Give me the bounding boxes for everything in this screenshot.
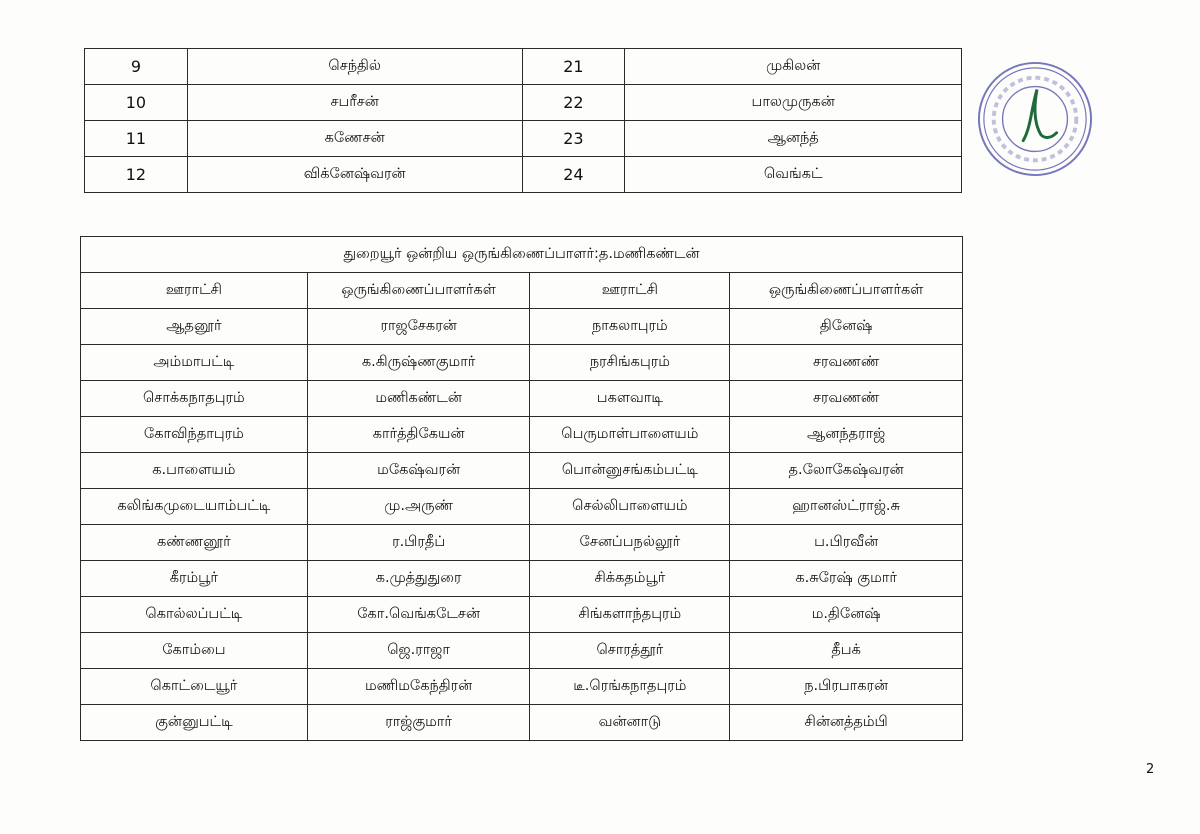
serial-number: 10 [85,85,188,121]
serial-number: 23 [522,121,625,157]
member-name: பாலமுருகன் [625,85,962,121]
coordinator-name: மணிகண்டன் [307,381,530,417]
serial-number: 24 [522,157,625,193]
top-table [84,48,962,193]
table-row [81,345,963,381]
stamp-seal-icon [976,60,1094,178]
panchayat-name: கீரம்பூர் [81,561,308,597]
table-row [85,157,962,193]
table-row [81,525,963,561]
panchayat-name: பெருமாள்பாளையம் [530,417,730,453]
panchayat-name: நரசிங்கபுரம் [530,345,730,381]
member-name: விக்னேஷ்வரன் [187,157,522,193]
panchayat-name: கண்ணனூர் [81,525,308,561]
table-row [81,561,963,597]
coordinator-name: ம.தினேஷ் [730,597,963,633]
panchayat-name: குன்னுபட்டி [81,705,308,741]
coordinator-name: க.சுரேஷ் குமார் [730,561,963,597]
column-header: ஒருங்கிணைப்பாளர்கள் [307,273,530,309]
coordinator-name: தினேஷ் [730,309,963,345]
member-name: முகிலன் [625,49,962,85]
coordinator-name: மணிமகேந்திரன் [307,669,530,705]
table-row [81,669,963,705]
coordinator-name: மகேஷ்வரன் [307,453,530,489]
table-row [81,489,963,525]
panchayat-name: சொக்கநாதபுரம் [81,381,308,417]
coordinator-name: ர.பிரதீப் [307,525,530,561]
table-row [81,453,963,489]
panchayat-name: கோவிந்தாபுரம் [81,417,308,453]
panchayat-name: வன்னாடு [530,705,730,741]
table-header-row [81,273,963,309]
coordinator-name: ஜெ.ராஜா [307,633,530,669]
table-row [81,597,963,633]
member-name: செந்தில் [187,49,522,85]
column-header: ஊராட்சி [530,273,730,309]
panchayat-name: பகளவாடி [530,381,730,417]
table-title-row [81,237,963,273]
panchayat-name: செல்லிபாளையம் [530,489,730,525]
column-header: ஒருங்கிணைப்பாளர்கள் [730,273,963,309]
panchayat-name: கொட்டையூர் [81,669,308,705]
table-row [81,633,963,669]
panchayat-name: கோம்பை [81,633,308,669]
panchayat-name: அம்மாபட்டி [81,345,308,381]
coordinator-name: ராஜசேகரன் [307,309,530,345]
column-header: ஊராட்சி [81,273,308,309]
panchayat-name: ஆதனூர் [81,309,308,345]
coordinators-table [80,236,963,741]
table-row [85,121,962,157]
coordinator-name: ராஜ்குமார் [307,705,530,741]
coordinator-name: க.கிருஷ்ணகுமார் [307,345,530,381]
member-name: சபரீசன் [187,85,522,121]
table-row [81,381,963,417]
coordinator-name: ந.பிரபாகரன் [730,669,963,705]
table-row [81,309,963,345]
coordinator-name: சரவணண் [730,345,963,381]
panchayat-name: கொல்லப்பட்டி [81,597,308,633]
panchayat-name: கலிங்கமுடையாம்பட்டி [81,489,308,525]
serial-number: 9 [85,49,188,85]
coordinator-name: ஆனந்தராஜ் [730,417,963,453]
serial-number: 12 [85,157,188,193]
panchayat-name: சேனப்பநல்லூர் [530,525,730,561]
coordinator-name: ப.பிரவீன் [730,525,963,561]
coordinators-table-head [81,237,963,309]
coordinator-name: ஹானஸ்ட்ராஜ்.சு [730,489,963,525]
coordinator-name: க.முத்துதுரை [307,561,530,597]
table-row [85,49,962,85]
serial-number: 11 [85,121,188,157]
member-name: வெங்கட் [625,157,962,193]
table-title: துறையூர் ஒன்றிய ஒருங்கிணைப்பாளர்:த.மணிகண்டன் [81,237,963,273]
coordinator-name: கோ.வெங்கடேசன் [307,597,530,633]
coordinators-table-body [81,309,963,741]
member-name: கணேசன் [187,121,522,157]
serial-number: 22 [522,85,625,121]
table-row [85,85,962,121]
panchayat-name: சிங்களாந்தபுரம் [530,597,730,633]
member-name: ஆனந்த் [625,121,962,157]
coordinator-name: மு.அருண் [307,489,530,525]
top-table-body [85,49,962,193]
page-number: 2 [1146,762,1155,777]
coordinator-name: சின்னத்தம்பி [730,705,963,741]
panchayat-name: நாகலாபுரம் [530,309,730,345]
panchayat-name: சொரத்தூர் [530,633,730,669]
coordinator-name: தீபக் [730,633,963,669]
serial-number: 21 [522,49,625,85]
panchayat-name: க.பாளையம் [81,453,308,489]
panchayat-name: டீ.ரெங்கநாதபுரம் [530,669,730,705]
table-row [81,417,963,453]
panchayat-name: பொன்னுசங்கம்பட்டி [530,453,730,489]
coordinator-name: சரவணண் [730,381,963,417]
coordinator-name: கார்த்திகேயன் [307,417,530,453]
coordinator-name: த.லோகேஷ்வரன் [730,453,963,489]
panchayat-name: சிக்கதம்பூர் [530,561,730,597]
table-row [81,705,963,741]
